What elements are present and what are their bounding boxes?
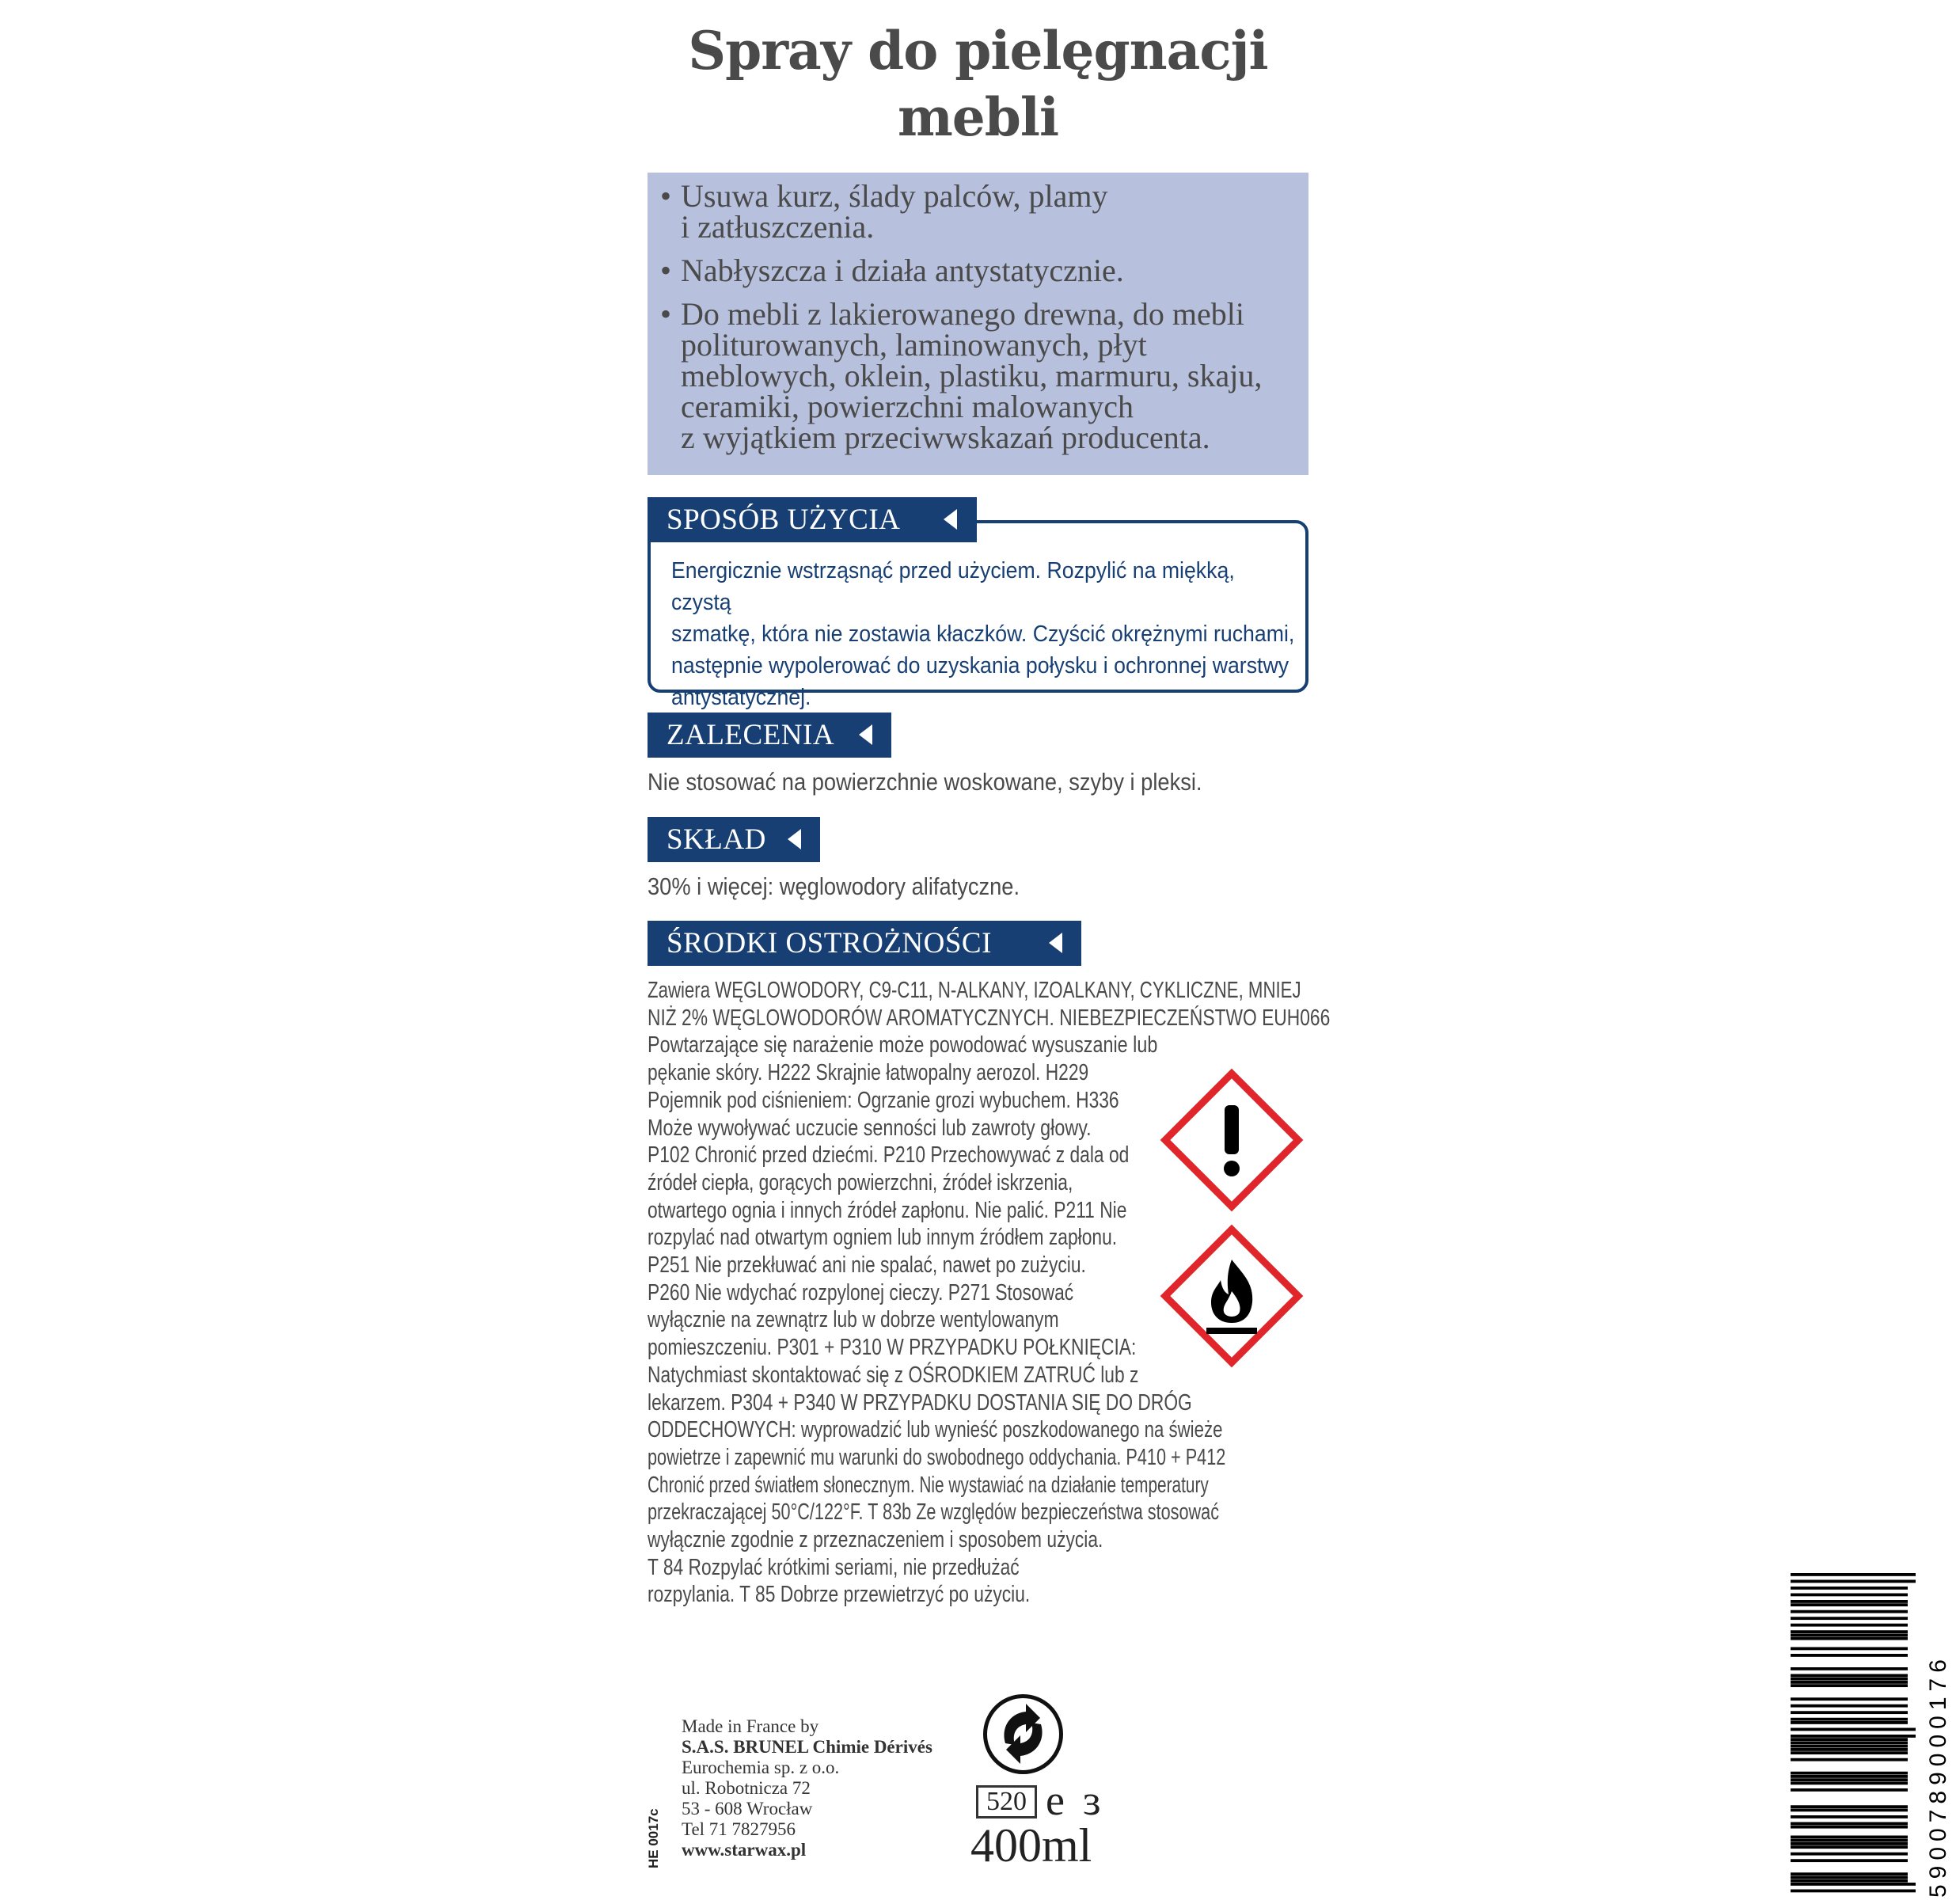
- barcode-bar: [1791, 1788, 1908, 1792]
- barcode-bar: [1791, 1738, 1908, 1741]
- barcode-bar: [1791, 1718, 1908, 1721]
- reversed-epsilon-icon: ε: [1083, 1777, 1101, 1824]
- barcode-bar: [1791, 1822, 1908, 1826]
- volume: 400ml: [970, 1819, 1092, 1872]
- barcode-bar: [1791, 1678, 1908, 1681]
- barcode-bar: [1791, 1711, 1908, 1714]
- usage-heading: SPOSÓB UŻYCIA: [648, 497, 977, 542]
- barcode-bar: [1791, 1842, 1908, 1845]
- barcode-bar: [1791, 1654, 1908, 1657]
- barcode-bar: [1791, 1775, 1908, 1778]
- barcode-bar: [1791, 1758, 1908, 1761]
- composition-heading: SKŁAD: [648, 817, 820, 862]
- barcode-bar: [1791, 1839, 1908, 1842]
- barcode-bar: [1791, 1883, 1916, 1886]
- barcode-bar: [1791, 1600, 1908, 1603]
- benefit-item: • Usuwa kurz, ślady palców, plamy i zatłuszczenia.: [660, 178, 1108, 245]
- barcode-bar: [1791, 1879, 1908, 1883]
- barcode-bar: [1791, 1853, 1908, 1856]
- exclamation-hazard-icon: [1160, 1069, 1303, 1211]
- barcode-bar: [1791, 1667, 1908, 1670]
- manufacturer-info: Made in France by S.A.S. BRUNEL Chimie Dérivés Eurochemia sp. z o.o. ul. Robotnicza 72 53 - 608 Wrocław Tel 71 7827956 www.starwax.pl: [682, 1716, 932, 1860]
- barcode-bar: [1791, 1772, 1908, 1775]
- product-title: [648, 17, 1308, 150]
- usage-box: [648, 520, 1308, 710]
- barcode-bar: [1791, 1826, 1908, 1829]
- barcode-bar: [1791, 1809, 1908, 1812]
- recommendations-heading: ZALECENIA: [648, 713, 891, 758]
- barcode-bar: [1791, 1573, 1916, 1576]
- e-mark: e: [1046, 1777, 1065, 1824]
- barcode-bar: [1791, 1580, 1916, 1583]
- barcode-bar: [1791, 1630, 1908, 1633]
- barcode-graphic: [1787, 1571, 1956, 1900]
- barcode-bar: [1791, 1845, 1908, 1849]
- barcode-bar: [1791, 1721, 1908, 1724]
- triangle-left-icon: [859, 724, 872, 745]
- barcode-bar: [1791, 1778, 1908, 1781]
- barcode-bar: [1791, 1603, 1908, 1606]
- barcode-bar: [1791, 1634, 1908, 1637]
- barcode-bar: [1791, 1751, 1908, 1754]
- barcode-bar: [1791, 1872, 1908, 1875]
- precautions-heading: ŚRODKI OSTROŻNOŚCI: [648, 921, 1081, 966]
- barcode-bar: [1791, 1681, 1908, 1684]
- triangle-left-icon: [944, 509, 957, 530]
- title-line-1: Spray do pielęgnacji: [688, 20, 1268, 82]
- barcode-bar: [1791, 1704, 1908, 1708]
- recycle-arrows-icon: [982, 1693, 1065, 1776]
- flame-hazard-icon: [1160, 1225, 1303, 1367]
- barcode-bar: [1791, 1782, 1908, 1785]
- barcode-bar: [1791, 1748, 1908, 1751]
- benefit-item: • Nabłyszcza i działa antystatycznie.: [660, 253, 1124, 288]
- benefit-item: • Do mebli z lakierowanego drewna, do mebli politurowanych, laminowanych, płyt meblowych, oklein, plastiku, marmuru, skaju, ceramiki, powierzchni malowanych z wyjątkiem przeciwwskazań producenta.: [660, 296, 1263, 455]
- benefits-panel: [648, 173, 1308, 475]
- barcode-bar: [1791, 1876, 1908, 1879]
- barcode-bar: [1791, 1859, 1908, 1862]
- barcode-bar: [1791, 1647, 1908, 1651]
- title-line-2: mebli: [897, 86, 1059, 148]
- barcode-bar: [1791, 1745, 1908, 1748]
- barcode-bar: [1791, 1728, 1916, 1731]
- composition-text: 30% i więcej: węglowodory alifatyczne.: [648, 872, 1020, 900]
- barcode-bar: [1791, 1594, 1908, 1597]
- barcode-bar: [1791, 1697, 1908, 1701]
- barcode-bar: [1791, 1624, 1908, 1627]
- barcode-bar: [1791, 1890, 1916, 1893]
- recommendations-text: Nie stosować na powierzchnie woskowane, szyby i pleksi.: [648, 768, 1202, 796]
- barcode-bar: [1791, 1805, 1908, 1808]
- side-code: HE 0017c: [646, 1808, 661, 1868]
- barcode-digits: 5900789000176: [1925, 1654, 1951, 1898]
- recycling-code: 520: [976, 1785, 1037, 1818]
- barcode-bar: [1791, 1587, 1908, 1590]
- barcode-bar: [1791, 1674, 1908, 1678]
- precautions-text: Zawiera WĘGLOWODORY, C9-C11, N-ALKANY, IZOALKANY, CYKLICZNE, MNIEJ NIŻ 2% WĘGLOWODORÓW AROMATYCZNYCH. NIEBEZPIECZEŃSTWO EUH066 Powtarzające się narażenie może powodować wysuszanie lub pękanie skóry. H222 Skrajnie łatwopalny aerozol. H229 Pojemnik pod ciśnieniem: Ogrzanie grozi wybuchem. H336 Może wywoływać uczucie senności lub zawroty głowy. P102 Chronić przed dziećmi. P210 Przechowywać z dala od źródeł ciepła, gorących powierzchni, źródeł iskrzenia, otwartego ognia i innych źródeł zapłonu. Nie palić. P211 Nie rozpylać nad otwartym ogniem lub innym źródłem zapłonu. P251 Nie przekłuwać ani nie spalać, nawet po zużyciu. P260 Nie wdychać rozpylonej cieczy. P271 Stosować wyłącznie na zewnątrz lub w dobrze wentylowanym pomieszczeniu. P301 + P310 W PRZYPADKU POŁKNIĘCIA: Natychmiast skontaktować się z OŚRODKIEM ZATRUĆ lub z lekarzem. P304 + P340 W PRZYPADKU DOSTANIA SIĘ DO DRÓG ODDECHOWYCH: wyprowadzić lub wynieść poszkodowanego na świeże powietrze i zapewnić mu warunki do swobodnego oddychania. P410 + P412 Chronić przed światłem słonecznym. Nie wystawiać na działanie temperatury przekraczającej 50°C/122°F. T 83b Ze względów bezpieczeństwa stosować wyłącznie zgodnie z przeznaczeniem i sposobem użycia. T 84 Rozpylać krótkimi seriami, nie przedłużać rozpylania. T 85 Dobrze przewietrzyć po użyciu.: [648, 978, 1331, 1608]
- barcode-bar: [1791, 1617, 1908, 1620]
- barcode: [1787, 1571, 1956, 1900]
- triangle-left-icon: [788, 829, 801, 849]
- barcode-bar: [1791, 1836, 1908, 1839]
- barcode-bar: [1791, 1742, 1908, 1745]
- product-label: [646, 0, 1951, 1900]
- barcode-bar: [1791, 1815, 1908, 1818]
- triangle-left-icon: [1049, 933, 1062, 953]
- usage-text: Energicznie wstrząsnąć przed użyciem. Rozpylić na miękką, czystą szmatkę, która nie zostawia kłaczków. Czyścić okrężnymi ruchami, następnie wypolerować do uzyskania połysku i ochronnej warstwy antystatycznej.: [671, 558, 1295, 710]
- barcode-bar: [1791, 1735, 1916, 1738]
- barcode-bar: [1791, 1637, 1908, 1640]
- barcode-bar: [1791, 1684, 1908, 1687]
- barcode-bar: [1791, 1610, 1908, 1613]
